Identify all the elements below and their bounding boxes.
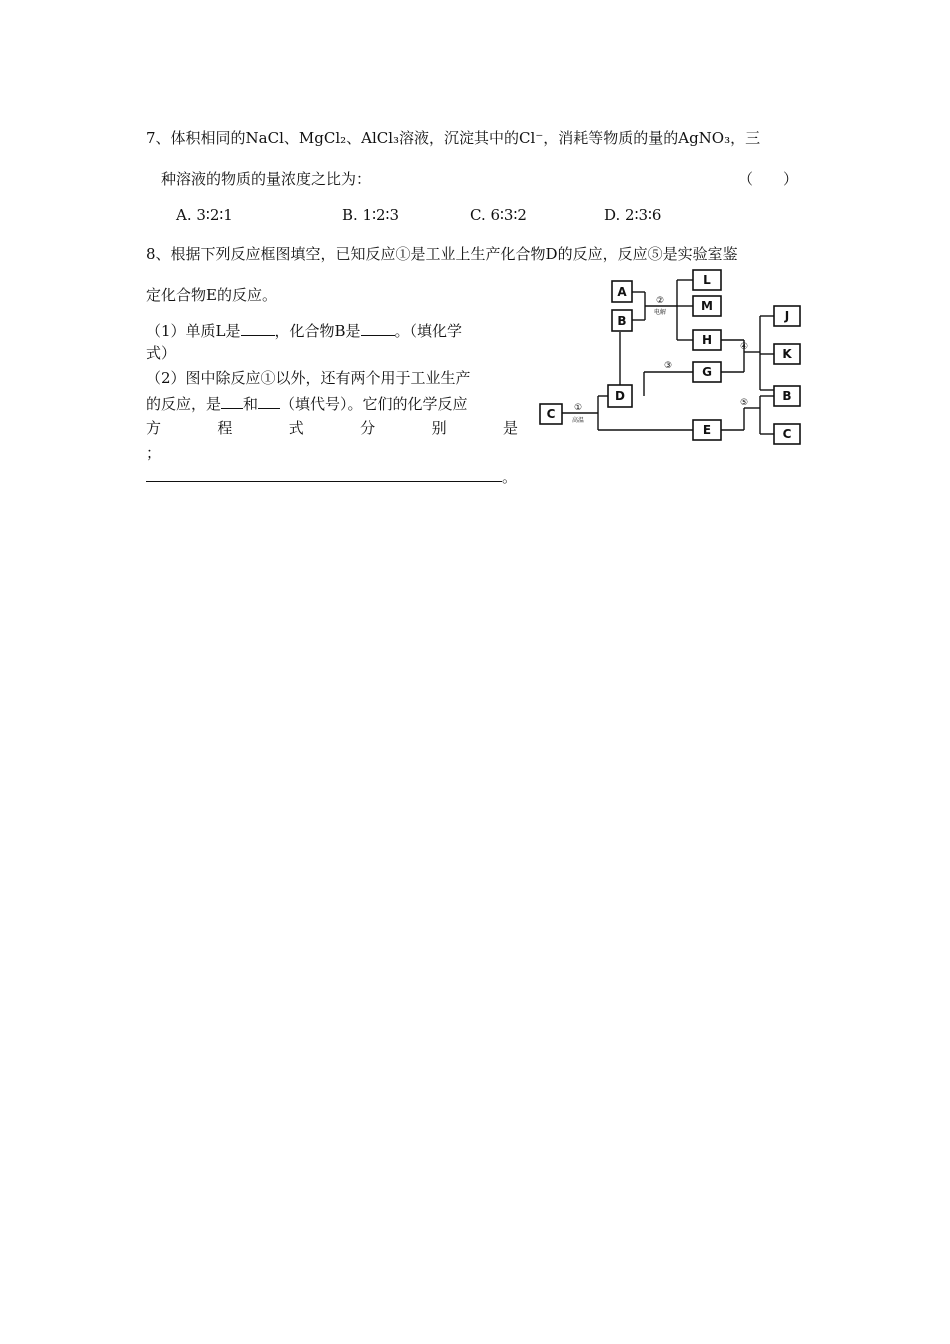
box-j bbox=[774, 306, 800, 326]
box-c2-label: C bbox=[782, 427, 792, 441]
box-b-label: B bbox=[617, 314, 627, 328]
q8-part2-text-b: 的反应，是 bbox=[146, 395, 222, 413]
box-l-label: L bbox=[703, 273, 711, 287]
reaction-flow-diagram bbox=[534, 268, 806, 452]
reaction-5-marker: ⑤ bbox=[739, 398, 749, 408]
q8-part1-text-c: 。（填化学 bbox=[394, 322, 463, 340]
q8-part2-line3 bbox=[146, 418, 518, 438]
box-b2 bbox=[774, 386, 800, 406]
q8-stem-line1: 8、根据下列反应框图填空，已知反应①是工业上生产化合物D的反应，反应⑤是实验室鉴 bbox=[146, 245, 738, 263]
box-a bbox=[612, 281, 632, 302]
answer-blank-b[interactable] bbox=[361, 320, 395, 336]
q7-answer-paren: （ ） bbox=[738, 170, 799, 188]
reaction-1-marker: ① bbox=[573, 403, 583, 413]
spread-char-1: 方 bbox=[146, 419, 162, 437]
box-a-label: A bbox=[617, 285, 627, 299]
box-c-label: C bbox=[546, 407, 556, 421]
spread-char-6: 是 bbox=[502, 419, 518, 437]
q7-option-d: D. 2∶3∶6 bbox=[604, 206, 662, 224]
diagram-lines bbox=[562, 280, 774, 434]
q7-stem-line2: 种溶液的物质的量浓度之比为： bbox=[161, 170, 372, 188]
box-m-label: M bbox=[701, 299, 713, 313]
reaction-2-marker: ② bbox=[655, 296, 665, 306]
box-g bbox=[693, 362, 721, 382]
q7-option-b: B. 1∶2∶3 bbox=[342, 206, 399, 224]
box-h-label: H bbox=[701, 333, 713, 347]
reaction-1-condition: 高温 bbox=[571, 417, 585, 424]
q8-part1-text-b: ，化合物B是 bbox=[274, 322, 361, 340]
answer-blank-reaction-1[interactable] bbox=[221, 393, 243, 409]
q8-part1-text-a: （1）单质L是 bbox=[146, 322, 241, 340]
q8-semicolon: ； bbox=[146, 444, 162, 462]
reaction-4-marker: ④ bbox=[739, 342, 749, 352]
answer-blank-equation[interactable] bbox=[146, 466, 502, 482]
box-d bbox=[608, 385, 632, 407]
box-k-label: K bbox=[782, 347, 792, 361]
q7-option-a: A. 3∶2∶1 bbox=[176, 206, 233, 224]
box-c2 bbox=[774, 424, 800, 444]
spread-char-5: 别 bbox=[431, 419, 447, 437]
q7-stem-line1: 7、体积相同的NaCl、MgCl₂、AlCl₃溶液，沉淀其中的Cl⁻，消耗等物质的量的AgNO₃，三 bbox=[146, 129, 761, 147]
q8-stem-line2: 定化合物E的反应。 bbox=[146, 286, 277, 304]
q8-part1-line2: 式） bbox=[146, 344, 177, 362]
q8-part2-text-d: （填代号）。它们的化学反应 bbox=[280, 395, 468, 413]
q8-part2-line2 bbox=[146, 393, 468, 414]
box-d-label: D bbox=[615, 389, 625, 403]
reaction-3-marker: ③ bbox=[663, 361, 673, 371]
q8-equation-line bbox=[146, 466, 517, 487]
spread-char-3: 式 bbox=[288, 419, 304, 437]
q7-option-c: C. 6∶3∶2 bbox=[470, 206, 527, 224]
spread-char-2: 程 bbox=[217, 419, 233, 437]
box-b bbox=[612, 310, 632, 331]
box-k bbox=[774, 344, 800, 364]
answer-blank-l[interactable] bbox=[241, 320, 275, 336]
q8-part2-text-c: 和 bbox=[243, 395, 259, 413]
box-c bbox=[540, 404, 562, 424]
box-e-label: E bbox=[702, 423, 712, 437]
reaction-2-condition: 电解 bbox=[653, 309, 667, 316]
q8-part1-line1 bbox=[146, 320, 462, 341]
box-g-label: G bbox=[702, 365, 712, 379]
box-l bbox=[693, 270, 721, 290]
spread-char-4: 分 bbox=[360, 419, 376, 437]
box-j-label: J bbox=[784, 309, 790, 323]
answer-blank-reaction-2[interactable] bbox=[258, 393, 280, 409]
box-h bbox=[693, 330, 721, 350]
q8-part2-line1: （2）图中除反应①以外，还有两个用于工业生产 bbox=[146, 369, 471, 387]
q8-period: 。 bbox=[502, 468, 518, 486]
box-m bbox=[693, 296, 721, 316]
box-b2-label: B bbox=[782, 389, 792, 403]
box-e bbox=[693, 420, 721, 440]
